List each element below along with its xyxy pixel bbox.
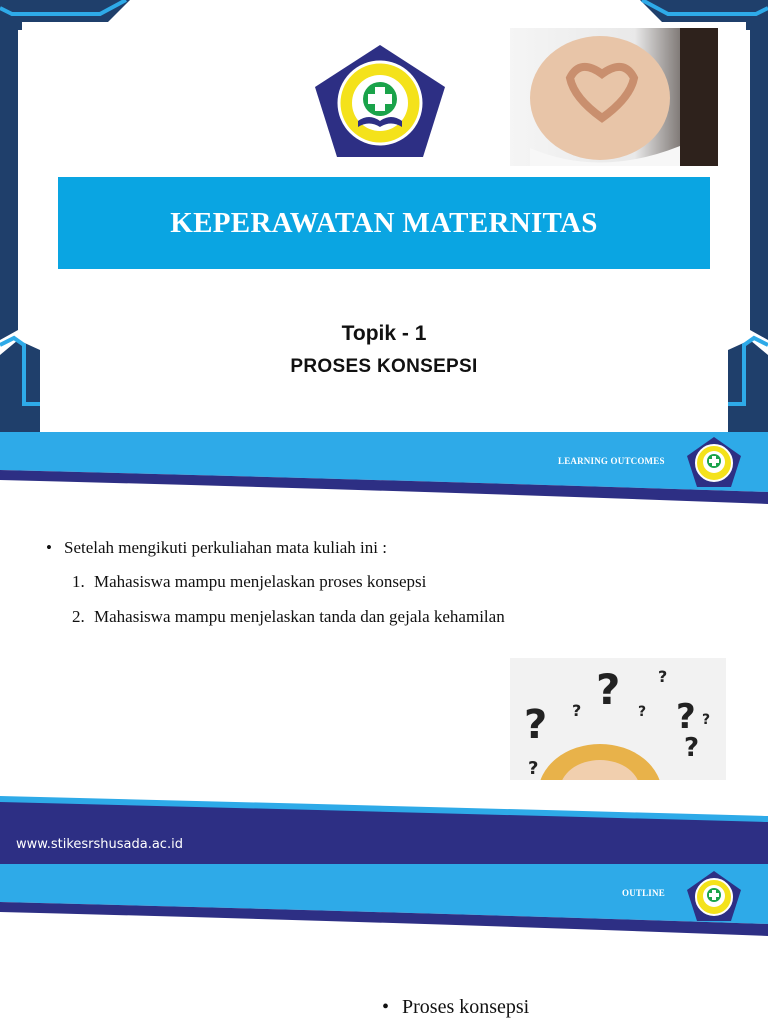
intro-text: Setelah mengikuti perkuliahan mata kuliah ini : xyxy=(64,538,387,557)
pregnant-belly-photo xyxy=(510,28,718,166)
slide-title xyxy=(0,0,768,432)
list-item: Mahasiswa mampu menjelaskan tanda dan gejala kehamilan xyxy=(94,607,505,626)
slide-outline xyxy=(0,864,768,1024)
svg-text:?: ? xyxy=(684,733,700,763)
svg-text:?: ? xyxy=(702,712,711,728)
bullet-icon: • xyxy=(46,538,52,557)
svg-text:?: ? xyxy=(528,758,539,779)
school-logo xyxy=(313,43,447,159)
svg-text:?: ? xyxy=(638,704,647,720)
school-logo-small xyxy=(686,870,742,922)
topic-label: Topik - 1 xyxy=(341,322,427,345)
title-banner xyxy=(58,177,710,269)
question-marks-photo xyxy=(510,658,726,780)
svg-text:?: ? xyxy=(524,702,548,748)
footer-website-url: www.stikesrshusada.ac.id xyxy=(16,837,183,852)
school-logo-small xyxy=(686,436,742,488)
outline-item: Proses konsepsi xyxy=(402,996,530,1018)
list-item-number: 1. xyxy=(72,572,85,591)
topic-subtitle: PROSES KONSEPSI xyxy=(290,356,478,377)
slide-title-text: KEPERAWATAN MATERNITAS xyxy=(170,206,598,239)
svg-text:?: ? xyxy=(658,667,668,686)
svg-text:?: ? xyxy=(676,697,696,737)
section-header: LEARNING OUTCOMES xyxy=(558,456,665,466)
slide-learning-outcomes xyxy=(0,432,768,864)
svg-text:?: ? xyxy=(596,665,621,714)
list-item-number: 2. xyxy=(72,607,85,626)
svg-text:?: ? xyxy=(572,701,582,720)
slide-header-footer-decoration xyxy=(0,432,768,864)
list-item: Mahasiswa mampu menjelaskan proses konsepsi xyxy=(94,572,427,591)
bullet-icon: • xyxy=(382,996,390,1018)
section-header: OUTLINE xyxy=(622,888,665,898)
